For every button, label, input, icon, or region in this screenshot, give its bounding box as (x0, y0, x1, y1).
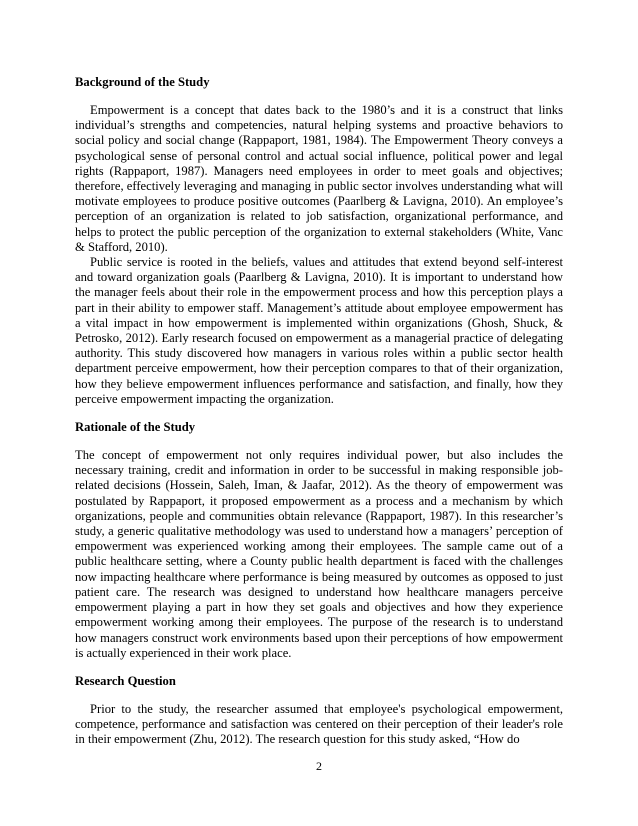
background-paragraph-2: Public service is rooted in the beliefs, values and attitudes that extend beyond self-interest and toward organization goals (Paarlberg & Lavigna, 2010). It is important to understand how the manager feels about their role in the empowerment process and how this perception plays a part in their ability to empower staff. Management’s attitude about employee empowerment has a vital impact in how empowerment is implemented within organizations (Ghosh, Shuck, & Petrosko, 2012). Early research focused on empowerment as a managerial practice of delegating authority. This study discovered how managers in various roles within a public sector health department perceive empowerment, how their perception compares to that of their organization, how they believe empowerment influences performance and satisfaction, and finally, how they perceive empowerment impacting the organization. (75, 255, 563, 406)
section-heading-research-question: Research Question (75, 673, 176, 688)
document-body (75, 75, 563, 748)
research-question-paragraph-1: Prior to the study, the researcher assumed that employee's psychological empowerment, competence, performance and satisfaction was centered on their perception of their leader's role in their empowerment (Zhu, 2012). The research question for this study asked, “How do (75, 701, 563, 747)
section-heading-rationale: Rationale of the Study (75, 420, 195, 435)
section-gap (75, 661, 563, 674)
section-gap (75, 407, 563, 420)
background-paragraph-1: Empowerment is a concept that dates back to the 1980’s and it is a construct that links individual’s strengths and competencies, natural helping systems and proactive behaviors to social policy and social change (Rappaport, 1981, 1984). The Empowerment Theory conveys a psychological sense of personal control and actual social influence, political power and legal rights (Rappaport, 1987). Managers need employees in order to meet goals and objectives; therefore, effectively leveraging and managing in public sector involves understanding what will motivate employees to produce positive outcomes (Paarlberg & Lavigna, 2010). An employee’s perception of an organization is related to job satisfaction, organizational performance, and helps to protect the public perception of the organization to external stakeholders (White, Vanc & Stafford, 2010). (75, 103, 563, 254)
section-heading-background: Background of the Study (75, 75, 210, 89)
page-number: 2 (316, 759, 322, 773)
rationale-paragraph-1: The concept of empowerment not only requires individual power, but also includes the necessary training, credit and information in order to be successful in making responsible job-related decisions (Hossein, Saleh, Iman, & Jaafar, 2012). As the theory of empowerment was postulated by Rappaport, it proposed empowerment as a process and a mechanism by which organizations, people and communities obtain relevance (Rappaport, 1987). In this researcher’s study, a generic qualitative methodology was used to understand how a managers’ perception of empowerment was experienced working among their employees. The sample came out of a public healthcare setting, where a County public health department is faced with the challenges now impacting healthcare where performance is being measured by outcomes as opposed to just patient care. The research was designed to understand how healthcare managers perceive empowerment playing a part in how they set goals and objectives and how they experience empowerment working among their employees. The purpose of the research is to understand how managers construct work environments based upon their perceptions of how empowerment is actually experienced in their work place. (75, 448, 563, 660)
